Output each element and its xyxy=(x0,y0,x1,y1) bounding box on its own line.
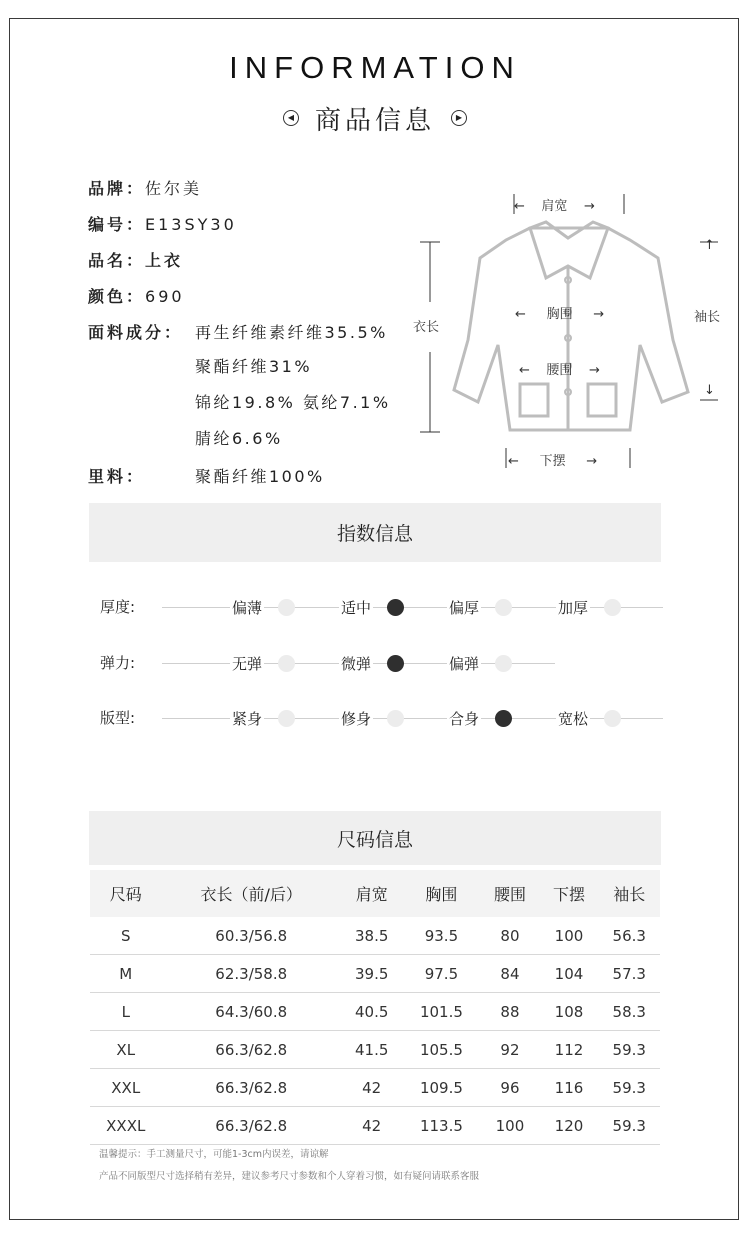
color-value: 690 xyxy=(145,287,185,306)
code-value: E13SY30 xyxy=(145,215,237,234)
brand-value: 佐尔美 xyxy=(145,179,203,198)
shoulder-label: 肩宽 xyxy=(541,199,568,214)
fit-option: 紧身 xyxy=(230,707,295,729)
thickness-option-selected: 适中 xyxy=(339,596,404,618)
thickness-option: 偏薄 xyxy=(230,596,295,618)
right-arrow-icon: ▶ xyxy=(451,110,467,126)
option-dot xyxy=(495,655,512,672)
name-label: 品名： xyxy=(88,251,146,270)
waist-cell: 80 xyxy=(480,917,539,955)
hem-measure: ← 下摆 → xyxy=(508,454,598,469)
sleeve-cell: 57.3 xyxy=(599,955,661,993)
col-waist: 腰围 xyxy=(480,870,539,917)
elasticity-row xyxy=(100,652,665,674)
left-arrow-icon: ◀ xyxy=(283,110,299,126)
waist-cell: 92 xyxy=(480,1031,539,1069)
chest-cell: 101.5 xyxy=(402,993,480,1031)
chest-cell: 97.5 xyxy=(402,955,480,993)
chest-label: 胸围 xyxy=(546,307,573,322)
hem-cell: 100 xyxy=(539,917,598,955)
fit-label: 版型: xyxy=(100,709,136,727)
hem-cell: 112 xyxy=(539,1031,598,1069)
table-row xyxy=(90,1031,660,1069)
right-pocket xyxy=(588,384,616,416)
lining-label: 里料： xyxy=(88,467,146,486)
table-row xyxy=(90,993,660,1031)
index-section-title: 指数信息 xyxy=(336,523,413,545)
length-cell: 66.3/62.8 xyxy=(161,1107,340,1145)
fit-option: 修身 xyxy=(339,707,404,729)
name-value: 上衣 xyxy=(145,251,184,270)
waist-cell: 88 xyxy=(480,993,539,1031)
length-cell: 64.3/60.8 xyxy=(161,993,340,1031)
title-english: INFORMATION xyxy=(229,50,521,85)
shoulder-cell: 42 xyxy=(341,1107,402,1145)
waist-cell: 96 xyxy=(480,1069,539,1107)
thickness-option: 加厚 xyxy=(556,596,621,618)
color-row xyxy=(88,284,185,307)
shoulder-measure: ← 肩宽 → xyxy=(514,199,595,214)
fit-row xyxy=(100,707,665,729)
sleeve-cell: 58.3 xyxy=(599,993,661,1031)
chest-measure: ← 胸围 → xyxy=(515,307,605,322)
size-cell: S xyxy=(90,917,161,955)
option-dot xyxy=(278,655,295,672)
hem-cell: 108 xyxy=(539,993,598,1031)
col-sleeve: 袖长 xyxy=(599,870,661,917)
chest-cell: 109.5 xyxy=(402,1069,480,1107)
option-dot-selected xyxy=(495,710,512,727)
col-hem: 下摆 xyxy=(539,870,598,917)
option-dot-selected xyxy=(387,599,404,616)
length-cell: 66.3/62.8 xyxy=(161,1031,340,1069)
sleeve-cell: 59.3 xyxy=(599,1107,661,1145)
brand-label: 品牌： xyxy=(88,179,146,198)
sleeve-cell: 59.3 xyxy=(599,1031,661,1069)
fabric-line-2: 聚酯纤维31% xyxy=(195,357,313,376)
chest-cell: 93.5 xyxy=(402,917,480,955)
hem-cell: 116 xyxy=(539,1069,598,1107)
chest-cell: 113.5 xyxy=(402,1107,480,1145)
table-row xyxy=(90,917,660,955)
option-dot-selected xyxy=(387,655,404,672)
lining-row xyxy=(88,464,145,487)
note-line-2: 产品不同版型尺寸选择稍有差异，建议参考尺寸参数和个人穿着习惯，如有疑问请联系客服 xyxy=(99,1171,480,1182)
fabric-line-3: 锦纶19.8% 氨纶7.1% xyxy=(195,393,391,412)
elasticity-option-selected: 微弹 xyxy=(339,652,404,674)
title-chinese-row xyxy=(0,98,750,138)
hem-label: 下摆 xyxy=(539,454,566,469)
option-dot xyxy=(604,599,621,616)
fabric-line-4: 腈纶6.6% xyxy=(195,429,283,448)
sleeve-down-arrow-icon: ↓ xyxy=(704,383,715,398)
elasticity-option: 无弹 xyxy=(230,652,295,674)
title-chinese: 商品信息 xyxy=(314,105,435,136)
hem-cell: 104 xyxy=(539,955,598,993)
col-length: 衣长（前/后） xyxy=(161,870,340,917)
length-cell: 66.3/62.8 xyxy=(161,1069,340,1107)
table-row xyxy=(90,1107,660,1145)
brand-row xyxy=(88,176,202,199)
thickness-label: 厚度: xyxy=(100,598,136,616)
length-label: 衣长 xyxy=(413,316,439,335)
size-section-header xyxy=(89,811,661,865)
size-section-title: 尺码信息 xyxy=(336,828,413,851)
size-cell: M xyxy=(90,955,161,993)
waist-measure: ← 腰围 → xyxy=(519,363,600,378)
thickness-option: 偏厚 xyxy=(447,596,512,618)
table-row xyxy=(90,955,660,993)
shoulder-cell: 42 xyxy=(341,1069,402,1107)
col-chest: 胸围 xyxy=(402,870,480,917)
size-cell: XXXL xyxy=(90,1107,161,1145)
sleeve-up-arrow-icon: ↑ xyxy=(704,238,715,253)
index-section-header xyxy=(89,503,661,562)
waist-cell: 100 xyxy=(480,1107,539,1145)
size-cell: L xyxy=(90,993,161,1031)
shoulder-cell: 39.5 xyxy=(341,955,402,993)
size-table-header xyxy=(90,870,660,917)
waist-cell: 84 xyxy=(480,955,539,993)
sleeve-cell: 56.3 xyxy=(599,917,661,955)
elasticity-label: 弹力: xyxy=(100,654,136,672)
color-label: 颜色： xyxy=(88,287,146,306)
size-table xyxy=(90,870,660,1145)
left-pocket xyxy=(520,384,548,416)
code-row xyxy=(88,212,237,235)
jacket-body xyxy=(454,228,688,430)
thickness-row xyxy=(100,596,665,618)
sleeve-cell: 59.3 xyxy=(599,1069,661,1107)
length-cell: 60.3/56.8 xyxy=(161,917,340,955)
option-dot xyxy=(495,599,512,616)
length-cell: 62.3/58.8 xyxy=(161,955,340,993)
col-shoulder: 肩宽 xyxy=(341,870,402,917)
lining-value: 聚酯纤维100% xyxy=(195,467,325,486)
size-cell: XXL xyxy=(90,1069,161,1107)
option-dot xyxy=(278,710,295,727)
fabric-row xyxy=(88,320,183,343)
shoulder-cell: 38.5 xyxy=(341,917,402,955)
sleeve-label: 袖长 xyxy=(694,310,721,325)
option-dot xyxy=(604,710,621,727)
shoulder-cell: 41.5 xyxy=(341,1031,402,1069)
jacket-diagram xyxy=(418,180,738,480)
elasticity-option: 偏弹 xyxy=(447,652,512,674)
hem-cell: 120 xyxy=(539,1107,598,1145)
code-label: 编号： xyxy=(88,215,146,234)
fit-option: 宽松 xyxy=(556,707,621,729)
waist-label: 腰围 xyxy=(546,363,573,378)
option-dot xyxy=(278,599,295,616)
fabric-line-1: 再生纤维素纤维35.5% xyxy=(195,323,388,342)
name-row xyxy=(88,248,183,271)
option-dot xyxy=(387,710,404,727)
table-row xyxy=(90,1069,660,1107)
fit-option-selected: 合身 xyxy=(447,707,512,729)
note-line-1: 温馨提示：手工测量尺寸，可能1-3cm内误差，请谅解 xyxy=(99,1149,329,1160)
col-size: 尺码 xyxy=(90,870,161,917)
chest-cell: 105.5 xyxy=(402,1031,480,1069)
shoulder-cell: 40.5 xyxy=(341,993,402,1031)
size-cell: XL xyxy=(90,1031,161,1069)
fabric-label: 面料成分： xyxy=(88,323,184,342)
